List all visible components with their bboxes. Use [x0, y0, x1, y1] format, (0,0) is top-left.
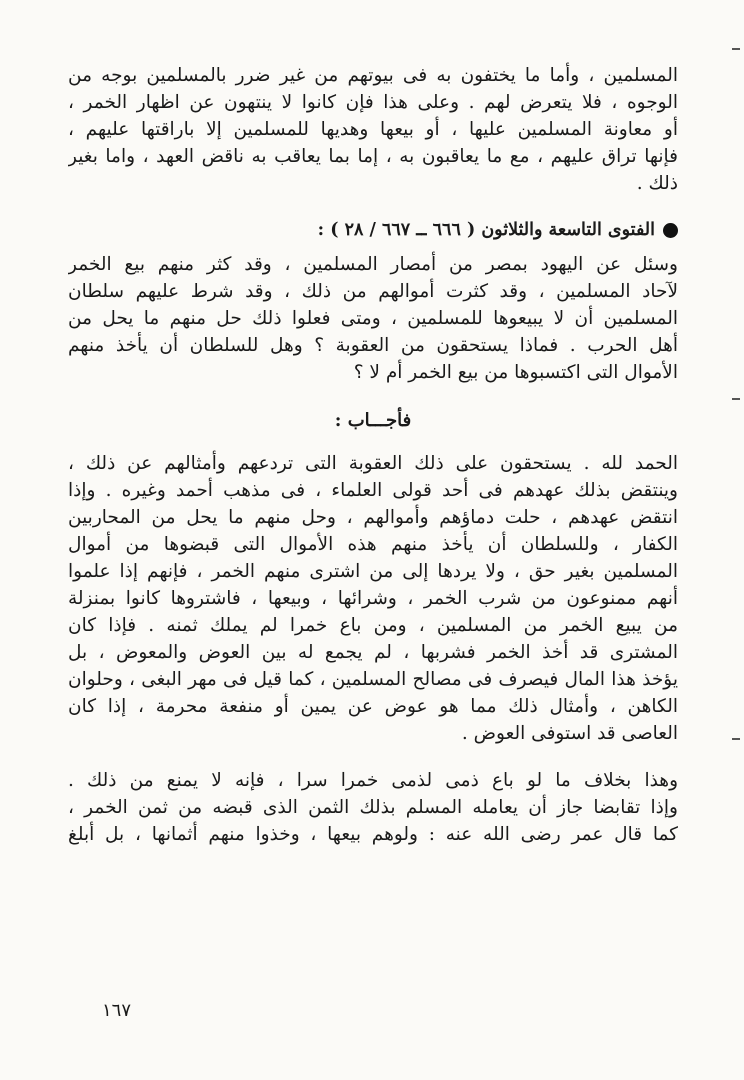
- text-line: كما قال عمر رضى الله عنه : ولوهم بيعها ، وخذوا منهم أثمانها ، بل أبلغ: [68, 824, 678, 845]
- text-line: الأموال التى اكتسبوها من بيع الخمر أم لا ؟: [353, 362, 678, 383]
- text-line: وإذا تقابضا جاز أن يعامله المسلم بذلك الثمن الذى قبضه من ثمن الخمر ،: [68, 797, 678, 818]
- text-line: المشترى قد أخذ الخمر فشربها ، لم يجمع له بين العوض والمعوض ، بل: [68, 642, 678, 663]
- text-line: وهذا بخلاف ما لو باع ذمى لذمى خمرا سرا ، فإنه لا يمنع من ذلك .: [68, 770, 678, 791]
- text-line: أهل الحرب . فماذا يستحقون من العقوبة ؟ وهل للسلطان أن يأخذ منهم: [68, 335, 678, 356]
- scan-edge-mark: [732, 738, 740, 740]
- text-line: المسلمين ، وأما ما يختفون به فى بيوتهم من غير ضرر بالمسلمين بوجه من: [68, 65, 678, 86]
- text-line: الوجوه ، فلا يتعرض لهم . وعلى هذا فإن كانوا لا ينتهون عن اظهار الخمر ،: [68, 92, 678, 113]
- text-line: وينتقض بذلك عهدهم فى أحد قولى العلماء ، فى مذهب أحمد وغيره . وإذا: [68, 480, 678, 501]
- scan-edge-mark: [732, 48, 740, 50]
- paragraph-2: [68, 251, 678, 386]
- paragraph-4: [68, 767, 678, 848]
- bullet-icon: [663, 223, 678, 238]
- text-line: الحمد لله . يستحقون على ذلك العقوبة التى تردعهم وأمثالهم عن ذلك ،: [68, 453, 678, 474]
- answer-heading: فأجـــاب :: [334, 410, 412, 431]
- text-line: يؤخذ هذا المال فيصرف فى مصالح المسلمين ، كما قيل فى مهر البغى ، وحلوان: [68, 669, 678, 690]
- text-line: انتقض عهدهم ، حلت دماؤهم وأموالهم ، وحل منهم ما يحل من المحاربين: [68, 507, 678, 528]
- text-line: أو معاونة المسلمين عليها ، أو بيعها وهديها للمسلمين إلا باراقتها عليهم ،: [68, 119, 678, 140]
- text-line: المسلمين بغير حق ، ولا يردها إلى من اشترى منهم الخمر ، فإنهم إذا علموا: [68, 561, 678, 582]
- text-line: الكاهن ، وأمثال ذلك مما هو عوض عن يمين أو منفعة محرمة ، إذا كان: [68, 696, 678, 717]
- text-line: ذلك .: [636, 173, 678, 194]
- text-line: فإنها تراق عليهم ، مع ما يعاقبون به ، إما بما يعاقب به ناقض العهد ، واما بغير: [68, 146, 678, 167]
- text-line: من يبيع الخمر من المسلمين ، ومن باع خمرا لم يملك ثمنه . فإذا كان: [68, 615, 678, 636]
- scan-edge-mark: [732, 398, 740, 400]
- text-line: أنهم ممنوعون من شرب الخمر ، وشرائها ، وبيعها ، فاشتروها كانوا بمنزلة: [68, 588, 678, 609]
- text-line: لآحاد المسلمين ، وقد كثرت أموالهم من ذلك ، وقد شرط عليهم سلطان: [68, 281, 678, 302]
- paragraph-1: [68, 62, 678, 197]
- page-number: ١٦٧: [102, 1000, 132, 1021]
- text-line: العاصى قد استوفى العوض .: [461, 723, 678, 744]
- text-line: المسلمين أن لا يبيعوها للمسلمين ، ومتى فعلوا ذلك حل منهم ما يحل من: [68, 308, 678, 329]
- paragraph-3: [68, 450, 678, 747]
- document-page: [68, 62, 678, 848]
- fatwa-heading: [68, 215, 678, 245]
- text-line: الكفار ، وللسلطان أن يأخذ منهم هذه الأموال التى قبضوها من أموال: [68, 534, 678, 555]
- fatwa-heading-text: الفتوى التاسعة والثلاثون ( ٦٦٦ ــ ٦٦٧ / ٢٨ ) :: [317, 220, 655, 240]
- text-line: وسئل عن اليهود بمصر من أمصار المسلمين ، وقد كثر منهم بيع الخمر: [68, 254, 678, 275]
